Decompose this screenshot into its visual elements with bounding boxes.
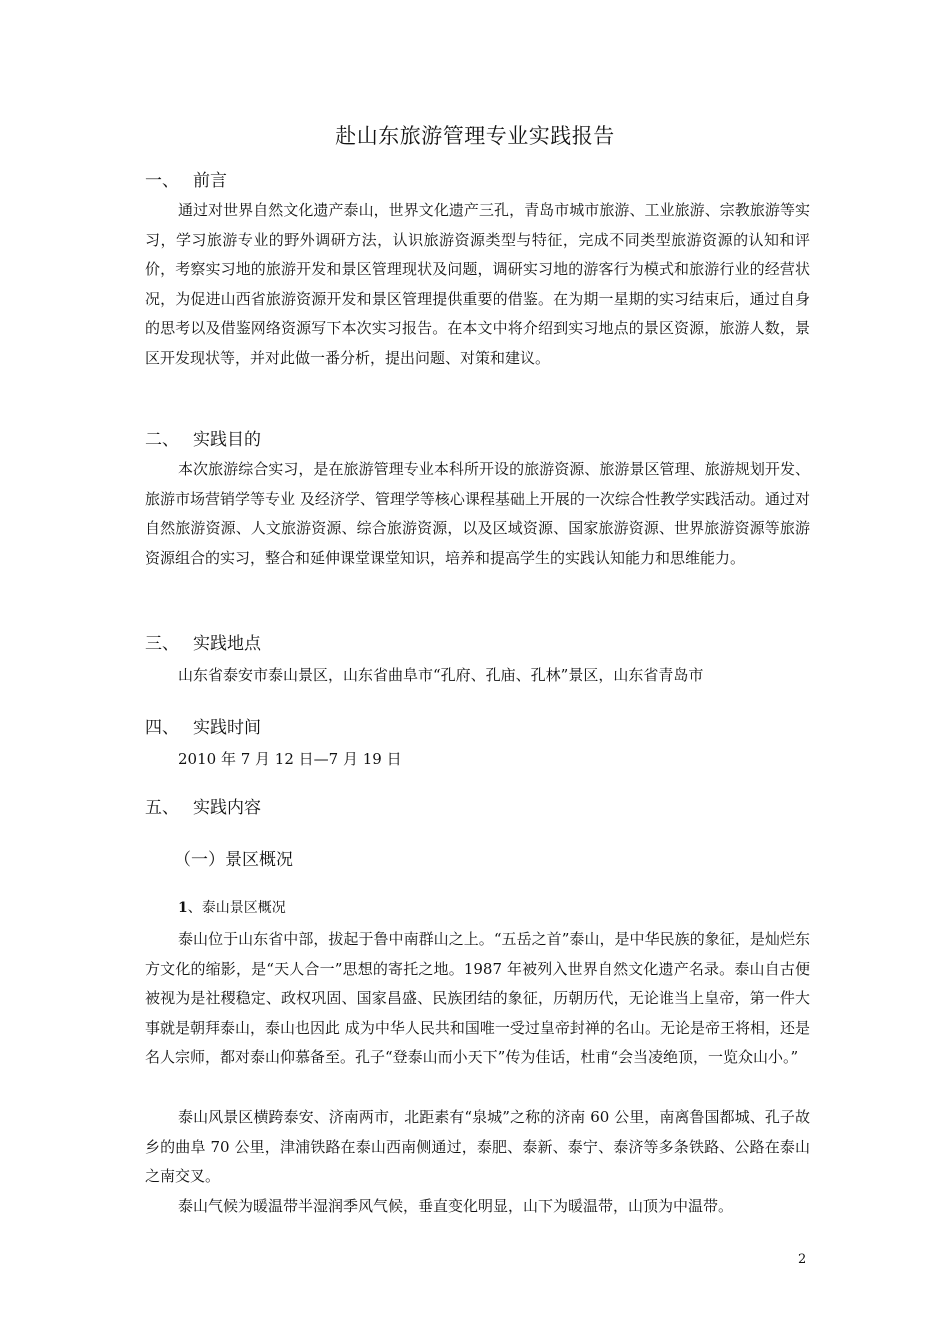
purpose-paragraph: 本次旅游综合实习，是在旅游管理专业本科所开设的旅游资源、旅游景区管理、旅游规划开发、旅游市场营销学等专业 及经济学、管理学等核心课程基础上开展的一次综合性教学实践活动。通过对自然旅游资源、人文旅游资源、综合旅游资源，以及区域资源、国家旅游资源、世界旅游资源等旅游资源组合的实习，整合和延伸课堂课堂知识，培养和提高学生的实践认知能力和思维能力。 [145, 460, 810, 567]
section-number: 三、 [145, 634, 179, 654]
taishan-paragraph-2: 泰山风景区横跨泰安、济南两市，北距素有“泉城”之称的济南 60 公里，南离鲁国都城、孔子故乡的曲阜 70 公里，津浦铁路在泰山西南侧通过，泰肥、泰新、泰宁、泰济等多条铁路、公路在泰山之南交叉。 [145, 1108, 810, 1185]
section-heading-time [145, 713, 261, 738]
preface-paragraph: 通过对世界自然文化遗产泰山，世界文化遗产三孔，青岛市城市旅游、工业旅游、宗教旅游等实习，学习旅游专业的野外调研方法，认识旅游资源类型与特征，完成不同类型旅游资源的认知和评价，考察实习地的旅游开发和景区管理现状及问题，调研实习地的游客行为模式和旅游行业的经营状况，为促进山西省旅游资源开发和景区管理提供重要的借鉴。在为期一星期的实习结束后，通过自身的思考以及借鉴网络资源写下本次实习报告。在本文中将介绍到实习地点的景区资源，旅游人数，景区开发现状等，并对此做一番分析，提出问题、对策和建议。 [145, 201, 810, 367]
item-number: 1 [178, 900, 188, 916]
section-number: 二、 [145, 430, 179, 450]
section-number: 四、 [145, 718, 179, 738]
section-heading-location [145, 629, 261, 654]
section-title: 实践目的 [193, 430, 261, 450]
section-heading-preface [145, 166, 227, 191]
section-number: 五、 [145, 798, 179, 818]
page-title: 赴山东旅游管理专业实践报告 [335, 124, 615, 148]
subsection-heading: （一）景区概况 [174, 850, 293, 870]
section-title: 实践内容 [193, 798, 261, 818]
section-title: 实践时间 [193, 718, 261, 738]
taishan-paragraph-1: 泰山位于山东省中部，拔起于鲁中南群山之上。“五岳之首”泰山，是中华民族的象征，是灿烂东方文化的缩影，是“天人合一”思想的寄托之地。1987 年被列入世界自然文化遗产名录。泰山自古便被视为是社稷稳定、政权巩固、国家昌盛、民族团结的象征，历朝历代，无论谁当上皇帝，第一件大事就是朝拜泰山，泰山也因此 成为中华人民共和国唯一受过皇帝封禅的名山。无论是帝王将相，还是名人宗师，都对泰山仰慕备至。孔子“登泰山而小天下”传为佳话，杜甫“会当凌绝顶，一览众山小。” [145, 930, 810, 1066]
section-number: 一、 [145, 171, 179, 191]
section-title: 前言 [193, 171, 227, 191]
section-heading-content [145, 793, 261, 818]
section-heading-purpose [145, 425, 261, 450]
item-title: 、泰山景区概况 [187, 900, 286, 916]
item-heading [178, 897, 286, 917]
location-text: 山东省泰安市泰山景区，山东省曲阜市“孔府、孔庙、孔林”景区，山东省青岛市 [178, 666, 704, 684]
section-title: 实践地点 [193, 634, 261, 654]
taishan-paragraph-3: 泰山气候为暖温带半湿润季风气候，垂直变化明显，山下为暖温带，山顶为中温带。 [178, 1197, 734, 1215]
time-text: 2010 年 7 月 12 日—7 月 19 日 [178, 750, 402, 768]
page-number: 2 [798, 1252, 807, 1267]
